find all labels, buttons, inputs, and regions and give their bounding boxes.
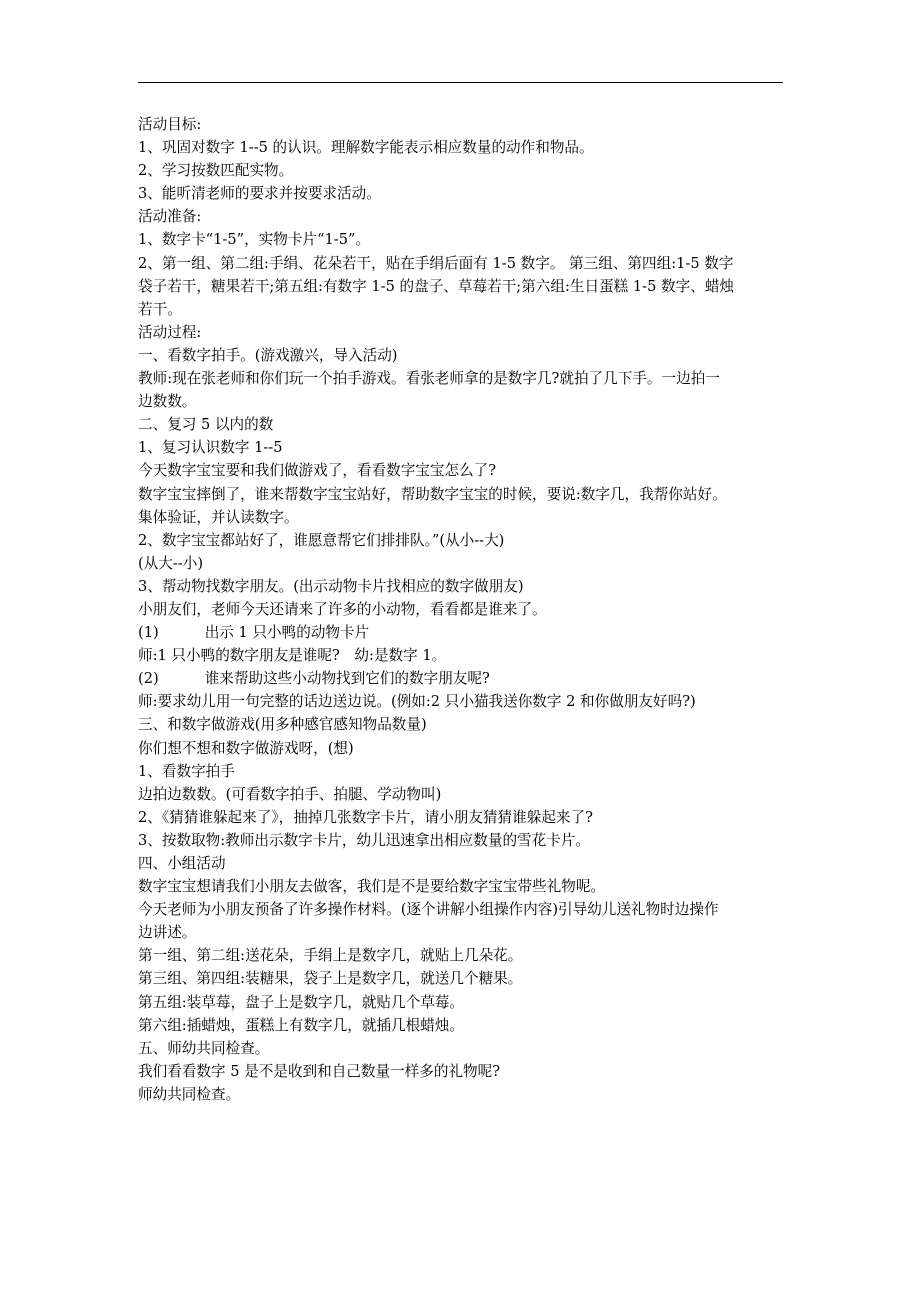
- text-line: 教师:现在张老师和你们玩一个拍手游戏。看张老师拿的是数字几?就拍了几下手。一边拍一: [138, 370, 720, 388]
- item-text: 谁来帮助这些小动物找到它们的数字朋友呢?: [204, 670, 490, 688]
- text-line: 2、数字宝宝都站好了，谁愿意帮它们排排队。”(从小--大): [138, 531, 505, 549]
- header-rule: [138, 82, 783, 83]
- text-line: 3、帮动物找数字朋友。(出示动物卡片找相应的数字做朋友): [138, 577, 524, 595]
- text-line: 师幼共同检查。: [138, 1085, 241, 1103]
- text-line: 数字宝宝摔倒了，谁来帮数字宝宝站好，帮助数字宝宝的时候，要说:数字几，我帮你站好。: [138, 485, 727, 503]
- text-line: 2、《猜猜谁躲起来了》，抽掉几张数字卡片，请小朋友猜猜谁躲起来了?: [138, 808, 593, 826]
- text-line: 2、学习按数匹配实物。: [138, 162, 294, 180]
- text-line: 小朋友们，老师今天还请来了许多的小动物，看看都是谁来了。: [138, 600, 547, 618]
- text-line: 师:要求幼儿用一句完整的话边送边说。(例如:2 只小猫我送你数字 2 和你做朋友好吗?): [138, 693, 696, 711]
- text-line: 三、和数字做游戏(用多种感官感知物品数量): [138, 716, 427, 734]
- text-line: 袋子若干，糖果若干;第五组:有数字 1-5 的盘子、草莓若干;第六组:生日蛋糕 1-5 数字、蜡烛: [138, 277, 735, 295]
- text-line: 集体验证，并认读数字。: [138, 508, 299, 526]
- text-line: 今天数字宝宝要和我们做游戏了，看看数字宝宝怎么了?: [138, 462, 497, 480]
- text-line: 边讲述。: [138, 924, 197, 942]
- text-line: 1、数字卡“1-5”，实物卡片“1-5”。: [138, 231, 371, 249]
- item-text: 出示 1 只小鸭的动物卡片: [204, 624, 370, 642]
- text-line: 3、按数取物:教师出示数字卡片，幼儿迅速拿出相应数量的雪花卡片。: [138, 831, 591, 849]
- text-line: 你们想不想和数字做游戏呀，(想): [138, 739, 354, 757]
- item-number: (1): [138, 624, 159, 642]
- text-line: 3、能听清老师的要求并按要求活动。: [138, 185, 381, 203]
- text-line: 今天老师为小朋友预备了许多操作材料。(逐个讲解小组操作内容)引导幼儿送礼物时边操作: [138, 901, 719, 919]
- text-line: 第三组、第四组:装糖果，袋子上是数字几，就送几个糖果。: [138, 970, 523, 988]
- text-line: 边拍边数数。(可看数字拍手、拍腿、学动物叫): [138, 785, 442, 803]
- text-line: 活动过程:: [138, 323, 202, 341]
- item-number: (2): [138, 670, 159, 688]
- text-line: 活动准备:: [138, 208, 202, 226]
- text-line: 四、小组活动: [138, 855, 226, 872]
- text-line: 二、复习 5 以内的数: [138, 416, 274, 434]
- text-line: 数字宝宝想请我们小朋友去做客，我们是不是要给数字宝宝带些礼物呢。: [138, 878, 606, 896]
- text-line: 1、复习认识数字 1--5: [138, 439, 283, 457]
- text-line: 1、看数字拍手: [138, 762, 235, 780]
- text-line: 一、看数字拍手。(游戏激兴，导入活动): [138, 346, 398, 364]
- document-body: [138, 113, 788, 1106]
- text-line: 师:1 只小鸭的数字朋友是谁呢? 幼:是数字 1。: [138, 647, 447, 665]
- list-item: [138, 667, 788, 690]
- text-line: 1、巩固对数字 1--5 的认识。理解数字能表示相应数量的动作和物品。: [138, 139, 594, 157]
- text-line: 若干。: [138, 300, 182, 318]
- text-line: 我们看看数字 5 是不是收到和自己数量一样多的礼物呢?: [138, 1062, 501, 1080]
- text-line: 五、师幼共同检查。: [138, 1039, 270, 1057]
- text-line: (从大--小): [138, 554, 204, 572]
- text-line: 第五组:装草莓，盘子上是数字几，就贴几个草莓。: [138, 993, 464, 1011]
- list-item: [138, 621, 788, 644]
- text-line: 边数数。: [138, 393, 197, 411]
- text-line: 第六组:插蜡烛，蛋糕上有数字几，就插几根蜡烛。: [138, 1016, 464, 1034]
- text-line: 2、第一组、第二组:手绢、花朵若干，贴在手绢后面有 1-5 数字。 第三组、第四组:1-5 数字: [138, 254, 734, 272]
- text-line: 第一组、第二组:送花朵，手绢上是数字几，就贴上几朵花。: [138, 947, 523, 965]
- text-line: 活动目标:: [138, 116, 202, 133]
